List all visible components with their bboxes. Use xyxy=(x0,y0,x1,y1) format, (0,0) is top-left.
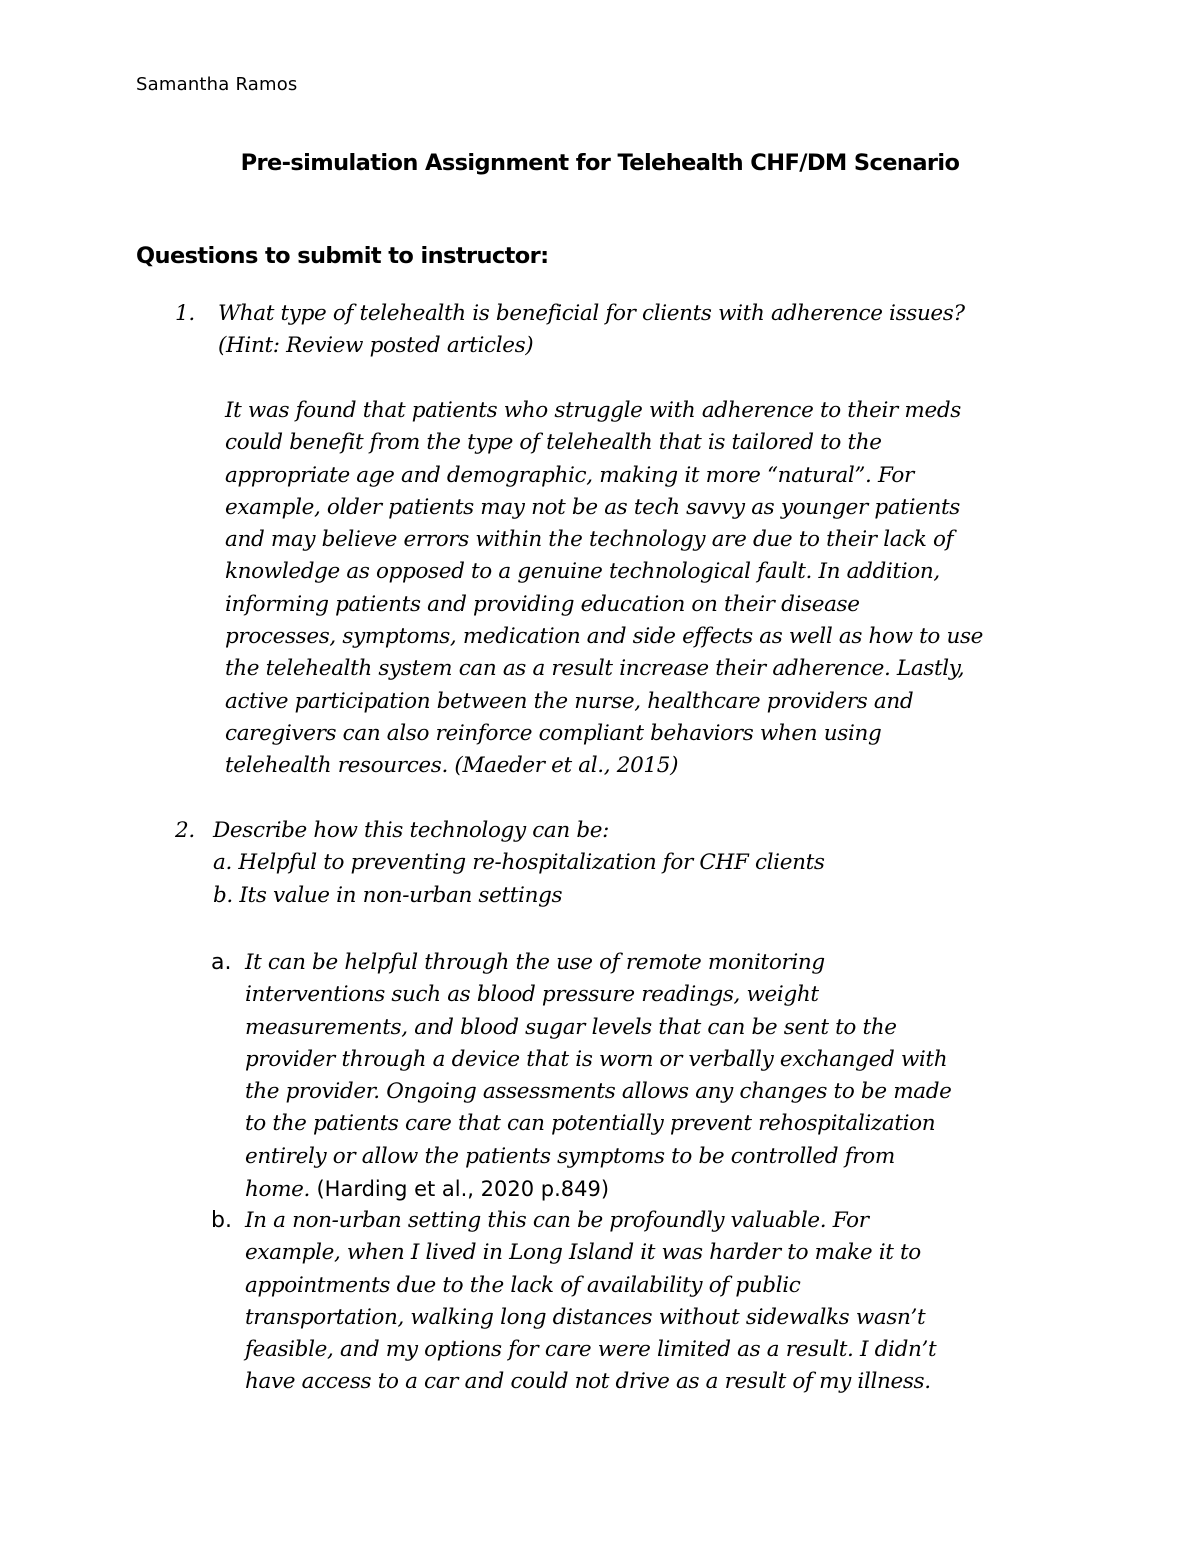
answer-2b-label: b. xyxy=(211,1208,232,1233)
answer-2b xyxy=(245,1205,936,1399)
answer-2a-line: entirely or allow the patients symptoms to be controlled from xyxy=(245,1143,895,1169)
answer-2b-line: appointments due to the lack of availability of public xyxy=(245,1272,801,1298)
answer-2a-line: provider through a device that is worn or verbally exchanged with xyxy=(245,1046,948,1072)
answer-2b-line: feasible, and my options for care were limited as a result. I didn’t xyxy=(245,1337,937,1363)
answer-1-line: knowledge as opposed to a genuine technological fault. In addition, xyxy=(225,559,940,585)
question-1-line: What type of telehealth is beneficial for clients with adherence issues? xyxy=(218,301,965,326)
answer-2a-line: measurements, and blood sugar levels that can be sent to the xyxy=(245,1014,897,1040)
answer-2b-line: have access to a car and could not drive as a result of my illness. xyxy=(245,1369,931,1395)
answer-2a-citation: (Harding et al., 2020 p.849) xyxy=(316,1177,610,1202)
answer-1-line: active participation between the nurse, healthcare providers and xyxy=(225,688,914,714)
assignment-title: Pre-simulation Assignment for Telehealth CHF/DM Scenario xyxy=(240,150,960,176)
answer-2a-line: the provider. Ongoing assessments allows any changes to be made xyxy=(245,1079,952,1105)
answer-2b-line: transportation, walking long distances without sidewalks wasn’t xyxy=(245,1304,926,1330)
question-2 xyxy=(213,815,825,912)
answer-1-line: could benefit from the type of telehealth that is tailored to the xyxy=(225,430,882,456)
answer-2a-line: It can be helpful through the use of remote monitoring xyxy=(245,950,825,975)
question-1 xyxy=(218,298,965,363)
answer-2b-line: In a non-urban setting this can be profoundly valuable. For xyxy=(245,1208,869,1233)
answer-2b-line: example, when I lived in Long Island it was harder to make it to xyxy=(245,1240,921,1266)
answer-1-line: example, older patients may not be as tech savvy as younger patients xyxy=(225,494,960,520)
question-2-number: 2. xyxy=(175,818,195,843)
answer-1-line: processes, symptoms, medication and side effects as well as how to use xyxy=(225,624,984,650)
answer-1-line: informing patients and providing education on their disease xyxy=(225,591,860,617)
answer-1-line: appropriate age and demographic, making it more “natural”. For xyxy=(225,462,914,488)
questions-heading: Questions to submit to instructor: xyxy=(136,243,549,269)
answer-1 xyxy=(225,395,983,783)
question-2-line: Describe how this technology can be: xyxy=(213,818,610,843)
answer-1-line: and may believe errors within the technology are due to their lack of xyxy=(225,527,954,553)
answer-2a-line: to the patients care that can potentially prevent rehospitalization xyxy=(245,1111,936,1137)
author-name: Samantha Ramos xyxy=(136,74,298,95)
answer-2a xyxy=(245,947,951,1206)
answer-2a-label: a. xyxy=(211,950,232,975)
answer-2a-line: interventions such as blood pressure readings, weight xyxy=(245,982,819,1008)
answer-2a-last-line xyxy=(245,1173,951,1206)
question-1-number: 1. xyxy=(175,301,195,326)
answer-1-line: telehealth resources. (Maeder et al., 2015) xyxy=(225,753,679,779)
answer-1-line: It was found that patients who struggle with adherence to their meds xyxy=(225,398,961,423)
question-1-line: (Hint: Review posted articles) xyxy=(218,333,534,359)
question-2-line: a. Helpful to preventing re-hospitalization for CHF clients xyxy=(213,850,825,876)
answer-1-line: caregivers can also reinforce compliant behaviors when using xyxy=(225,720,882,746)
question-2-line: b. Its value in non-urban settings xyxy=(213,882,563,908)
answer-2a-last-text: home. xyxy=(245,1177,317,1203)
answer-1-line: the telehealth system can as a result increase their adherence. Lastly, xyxy=(225,656,965,682)
